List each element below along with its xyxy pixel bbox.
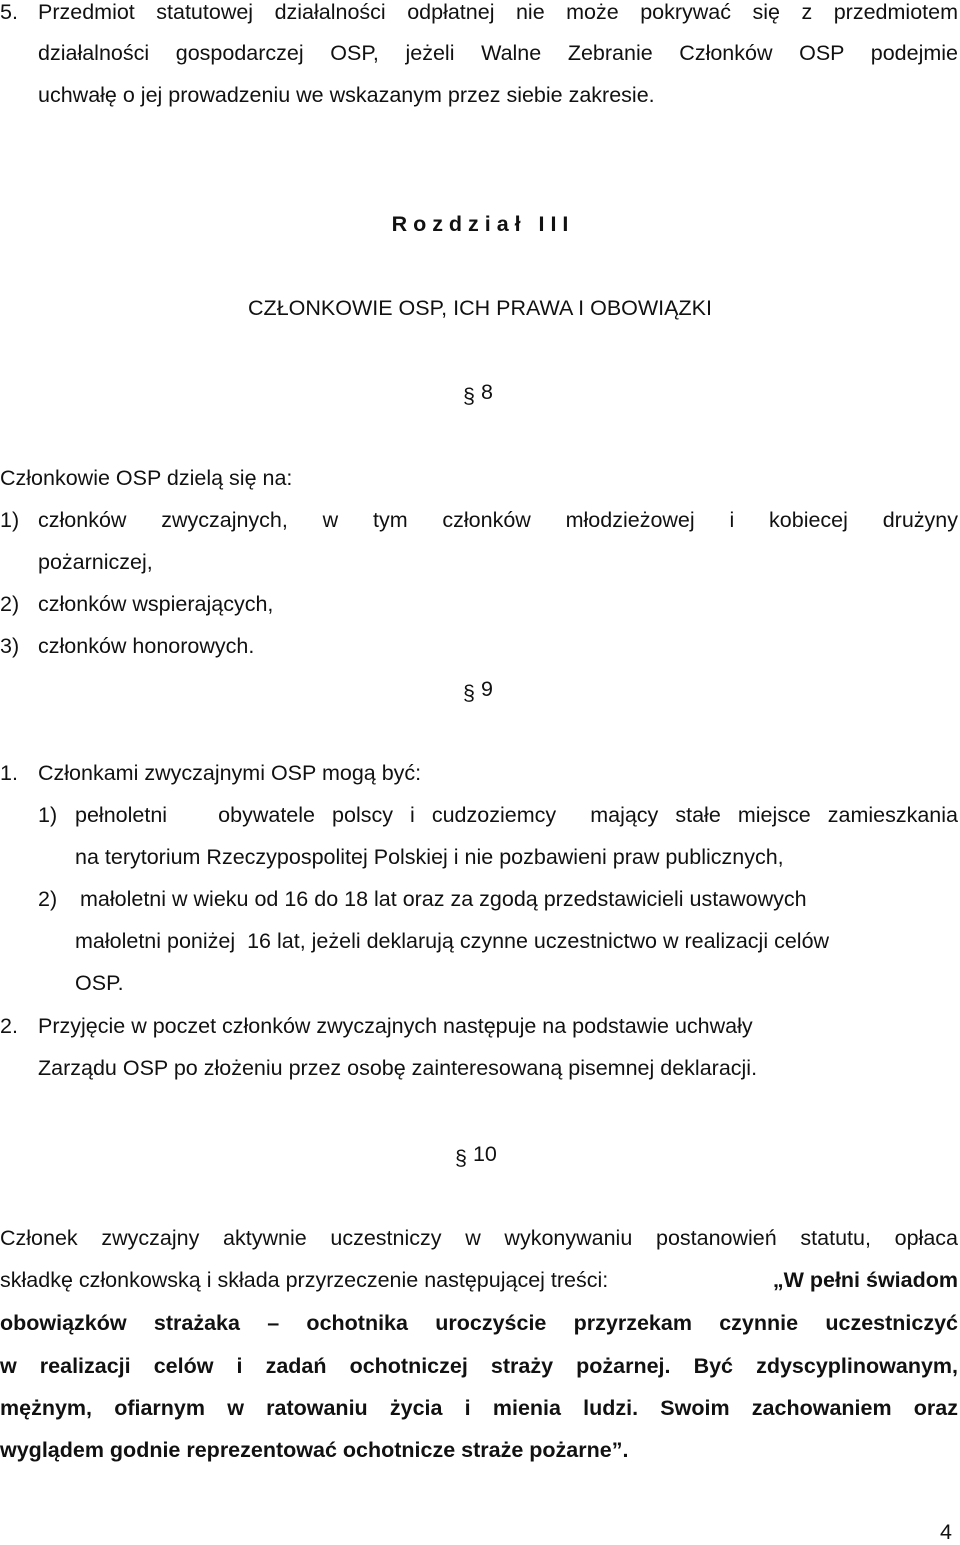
section-8-intro: Członkowie OSP dzielą się na:	[0, 466, 293, 490]
section-10-line-2	[0, 1268, 958, 1293]
item-5-number: 5.	[0, 0, 18, 24]
item-5-line-3: uchwałę o jej prowadzeniu we wskazanym przez siebie zakresie.	[38, 83, 655, 107]
list-item-line-1: członków zwyczajnych, w tym członków młodzieżowej i kobiecej drużyny	[38, 508, 958, 532]
section-number: 10	[472, 1142, 497, 1166]
chapter-subtitle: CZŁONKOWIE OSP, ICH PRAWA I OBOWIĄZKI	[248, 296, 712, 320]
list-item-label: 3)	[0, 634, 20, 658]
section-9-heading	[463, 677, 493, 705]
section-number: 9	[480, 677, 493, 701]
list-item-line-1: członków wspierających,	[38, 592, 274, 616]
section-10-line-3: obowiązków strażaka – ochotnika uroczyście przyrzekam czynnie uczestniczyć	[0, 1311, 958, 1335]
section-10-line-1: Członek zwyczajny aktywnie uczestniczy w wykonywaniu postanowień statutu, opłaca	[0, 1226, 958, 1250]
paragraph-2-line-1: Przyjęcie w poczet członków zwyczajnych następuje na podstawie uchwały	[38, 1014, 753, 1038]
paragraph-2-label: 2.	[0, 1014, 18, 1038]
list-item-line-2: pożarniczej,	[38, 550, 153, 574]
list-item-line-1: małoletni w wieku od 16 do 18 lat oraz za zgodą przedstawicieli ustawowych	[80, 887, 807, 911]
section-10-line-4: w realizacji celów i zadań ochotniczej straży pożarnej. Być zdyscyplinowanym,	[0, 1354, 958, 1378]
section-number: 8	[480, 380, 493, 404]
section-symbol: §	[455, 1146, 467, 1170]
list-item-line-2: na terytorium Rzeczypospolitej Polskiej i nie pozbawieni praw publicznych,	[75, 845, 784, 869]
section-symbol: §	[463, 384, 475, 408]
page-number: 4	[940, 1520, 952, 1544]
section-10-line-2-plain: składkę członkowską i składa przyrzeczenie następującej treści:	[0, 1268, 609, 1292]
section-10-heading	[455, 1142, 497, 1170]
list-item-line-1: członków honorowych.	[38, 634, 255, 658]
list-item-line-3: OSP.	[75, 971, 124, 995]
list-item-line-1: pełnoletni obywatele polscy i cudzoziemcy mający stałe miejsce zamieszkania	[75, 803, 958, 827]
section-10-line-5: mężnym, ofiarnym w ratowaniu życia i mienia ludzi. Swoim zachowaniem oraz	[0, 1396, 958, 1420]
paragraph-1-text: Członkami zwyczajnymi OSP mogą być:	[38, 761, 422, 785]
section-10-line-6: wyglądem godnie reprezentować ochotnicze straże pożarne”.	[0, 1438, 629, 1462]
list-item-label: 1)	[38, 803, 58, 827]
list-item-label: 1)	[0, 508, 20, 532]
chapter-title: R o z d z i a ł I I I	[391, 212, 569, 236]
section-symbol: §	[463, 681, 475, 705]
list-item-line-2: małoletni poniżej 16 lat, jeżeli deklarują czynne uczestnictwo w realizacji celów	[75, 929, 830, 953]
section-10-line-2-bold: „W pełni świadom	[772, 1268, 958, 1292]
section-8-heading	[463, 380, 493, 408]
list-item-label: 2)	[0, 592, 20, 616]
paragraph-1-label: 1.	[0, 761, 18, 785]
list-item-label: 2)	[38, 887, 58, 911]
paragraph-2-line-2: Zarządu OSP po złożeniu przez osobę zainteresowaną pisemnej deklaracji.	[38, 1056, 758, 1080]
item-5-line-1: Przedmiot statutowej działalności odpłatnej nie może pokrywać się z przedmiotem	[38, 0, 958, 24]
item-5-line-2: działalności gospodarczej OSP, jeżeli Walne Zebranie Członków OSP podejmie	[38, 41, 958, 65]
